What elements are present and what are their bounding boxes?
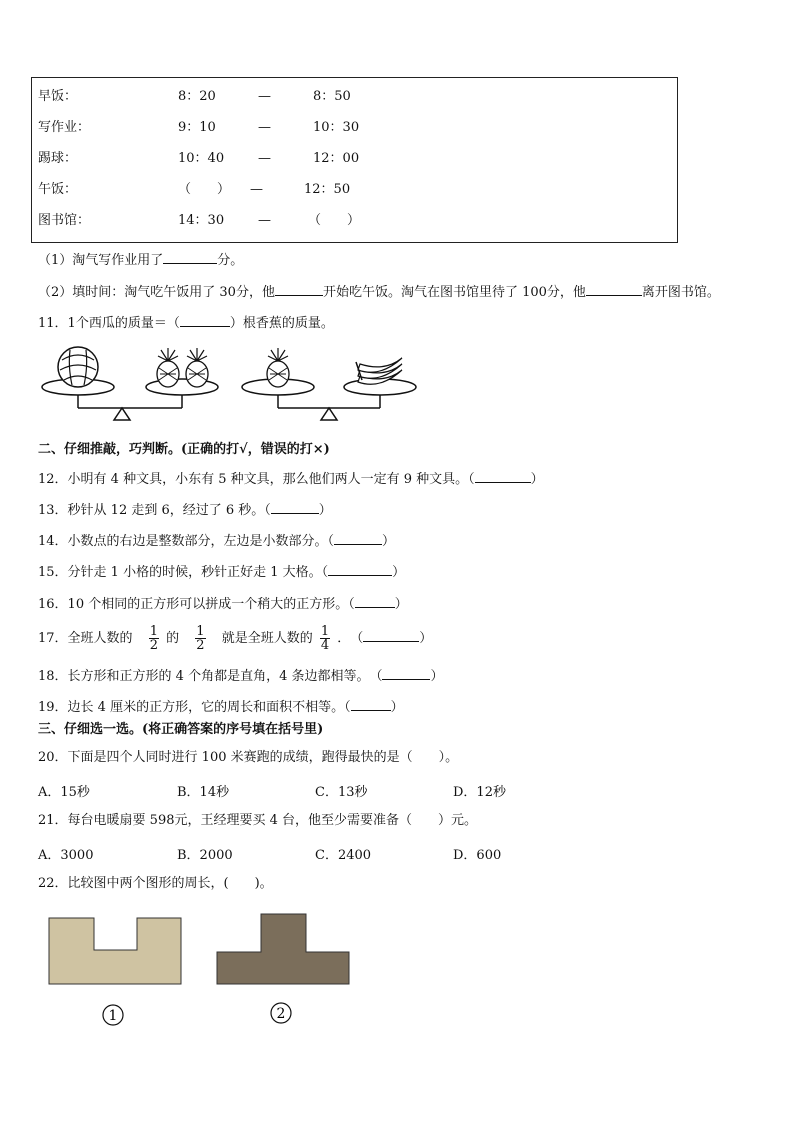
- pineapple-icon: [157, 348, 179, 387]
- answer-blank[interactable]: [271, 500, 319, 514]
- schedule-dash: —: [250, 182, 263, 197]
- balance-scale-2: [242, 348, 416, 420]
- schedule-dash: —: [258, 151, 271, 166]
- answer-blank[interactable]: [586, 282, 642, 296]
- q21-option-b[interactable]: B．2000: [177, 848, 233, 863]
- q17: 17．全班人数的 $\frac{1}{2}$ 的 $\frac{1}{2}$ 就是全班人数的 $\frac{1}{4}$ ． （ ）: [38, 624, 433, 653]
- schedule-dash: —: [258, 213, 271, 228]
- q20-option-d[interactable]: D．12秒: [453, 785, 506, 800]
- answer-blank[interactable]: [334, 531, 382, 545]
- schedule-start: 14：30: [178, 213, 225, 228]
- q20-option-a[interactable]: A．15秒: [38, 785, 90, 800]
- balance-scale-1: [42, 347, 218, 420]
- schedule-label: 早饭：: [38, 89, 78, 104]
- shape-2-label: 2: [276, 1006, 286, 1022]
- pineapple-icon: [267, 348, 289, 387]
- watermelon-icon: [58, 347, 98, 387]
- schedule-end: （ ）: [308, 213, 361, 228]
- q21-option-d[interactable]: D．600: [453, 848, 502, 863]
- answer-blank[interactable]: [328, 562, 392, 576]
- q10-part2: （2）填时间：淘气吃午饭用了 30分，他 开始吃午饭。淘气在图书馆里待了 100分，他 离开图书馆。: [38, 282, 720, 302]
- schedule-label: 午饭：: [38, 182, 78, 197]
- schedule-end: 10：30: [313, 120, 360, 135]
- answer-blank[interactable]: [475, 469, 531, 483]
- q12: 12．小明有 4 种文具，小东有 5 种文具，那么他们两人一定有 9 种文具。（ ）: [38, 469, 544, 489]
- schedule-start: 8：20: [178, 89, 216, 104]
- q22-shapes-figure: [45, 914, 355, 1029]
- answer-blank[interactable]: [363, 628, 419, 642]
- q20-option-b[interactable]: B．14秒: [177, 785, 230, 800]
- schedule-box: [31, 77, 678, 243]
- answer-blank[interactable]: [163, 250, 217, 264]
- fraction: $\frac{1}{4}$: [320, 624, 330, 653]
- q18: 18．长方形和正方形的 4 个角都是直角，4 条边都相等。 （ ）: [38, 666, 444, 686]
- schedule-dash: —: [258, 120, 271, 135]
- answer-blank[interactable]: [382, 666, 430, 680]
- schedule-end: 12：00: [313, 151, 360, 166]
- shape-1-u-shape: [49, 918, 181, 984]
- schedule-end: 8：50: [313, 89, 351, 104]
- q20-option-c[interactable]: C．13秒: [315, 785, 368, 800]
- q14: 14．小数点的右边是整数部分，左边是小数部分。（ ）: [38, 531, 395, 551]
- section-2-title: 二、仔细推敲，巧判断。(正确的打√，错误的打×): [38, 442, 330, 457]
- q22: 22．比较图中两个图形的周长，( )。: [38, 876, 273, 891]
- shape-2-t-shape: [217, 914, 349, 984]
- q16: 16．10 个相同的正方形可以拼成一个稍大的正方形。（ ）: [38, 594, 408, 614]
- q10-part1: （1）淘气写作业用了 分。: [38, 250, 243, 270]
- answer-blank[interactable]: [351, 697, 391, 711]
- fraction: $\frac{1}{2}$: [149, 624, 158, 653]
- balance-scales-figure: [40, 340, 420, 430]
- q19: 19．边长 4 厘米的正方形，它的周长和面积不相等。（ ）: [38, 697, 404, 717]
- q21-option-c[interactable]: C．2400: [315, 848, 372, 863]
- fraction: $\frac{1}{2}$: [196, 624, 205, 653]
- q21-option-a[interactable]: A．3000: [38, 848, 94, 863]
- schedule-start: 10：40: [178, 151, 225, 166]
- q13: 13．秒针从 12 走到 6，经过了 6 秒。（ ）: [38, 500, 332, 520]
- answer-blank[interactable]: [355, 594, 395, 608]
- answer-blank[interactable]: [275, 282, 323, 296]
- schedule-label: 写作业：: [38, 120, 91, 135]
- section-3-title: 三、仔细选一选。(将正确答案的序号填在括号里): [38, 722, 324, 737]
- schedule-label: 图书馆：: [38, 213, 91, 228]
- q21: 21．每台电暖扇要 598元，王经理要买 4 台，他至少需要准备（ ）元。: [38, 813, 478, 828]
- schedule-start: 9：10: [178, 120, 216, 135]
- schedule-dash: —: [258, 89, 271, 104]
- schedule-end: 12：50: [304, 182, 351, 197]
- q20: 20．下面是四个人同时进行 100 米赛跑的成绩，跑得最快的是（ ）。: [38, 750, 459, 765]
- schedule-start: （ ）: [178, 182, 231, 197]
- q15: 15．分针走 1 小格的时候，秒针正好走 1 大格。（ ）: [38, 562, 405, 582]
- q11: 11．1个西瓜的质量＝（ ）根香蕉的质量。: [38, 313, 334, 333]
- shape-1-label: 1: [108, 1008, 118, 1024]
- answer-blank[interactable]: [180, 313, 230, 327]
- schedule-label: 踢球：: [38, 151, 78, 166]
- pineapple-icon: [186, 348, 208, 387]
